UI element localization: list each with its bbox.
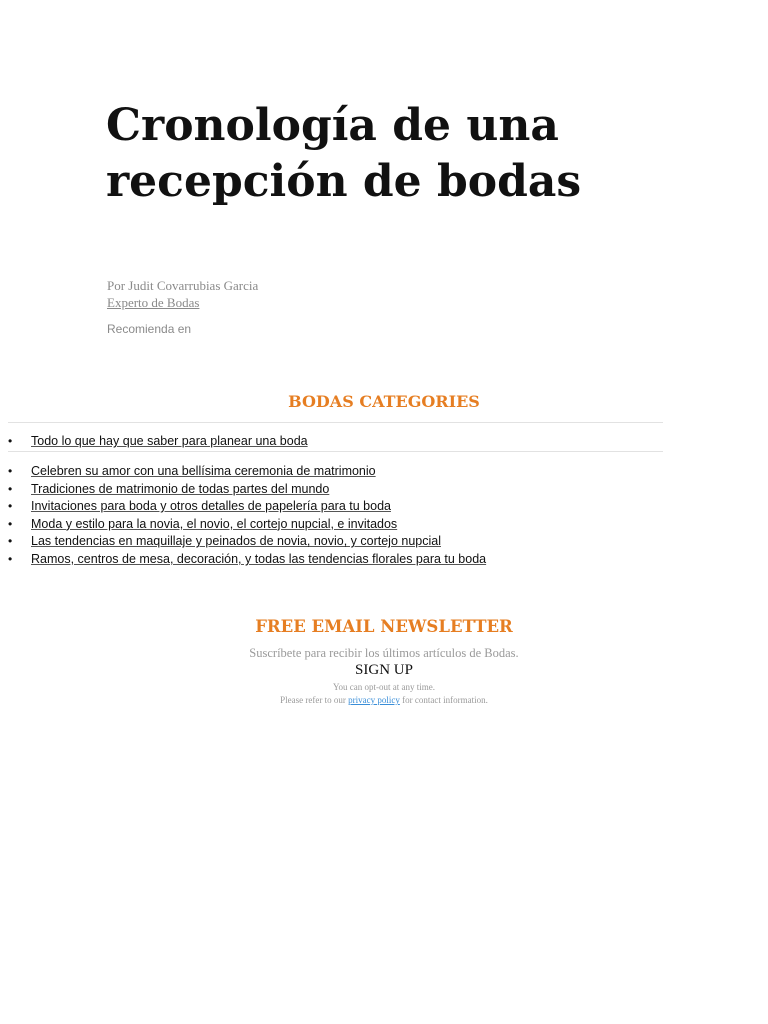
list-item: [0, 463, 486, 481]
divider: [8, 451, 663, 452]
policy-prefix: Please refer to our: [280, 695, 346, 705]
policy-suffix: for contact information.: [402, 695, 488, 705]
list-item: [0, 498, 486, 516]
article-title: Cronología de una recepción de bodas: [106, 100, 582, 207]
divider: [8, 422, 663, 423]
bullet-icon: •: [8, 534, 13, 549]
list-item: [0, 551, 486, 569]
author-name: Por Judit Covarrubias Garcia: [107, 278, 259, 293]
bullet-icon: •: [8, 551, 13, 566]
category-link[interactable]: Ramos, centros de mesa, decoración, y todas las tendencias florales para tu boda: [31, 551, 487, 566]
bullet-icon: •: [8, 481, 13, 496]
category-link[interactable]: Celebren su amor con una bellísima ceremonia de matrimonio: [31, 464, 376, 478]
author-role-link[interactable]: Experto de Bodas: [107, 295, 200, 310]
list-item: [0, 481, 486, 499]
bullet-icon: •: [8, 464, 13, 478]
newsletter-block: [0, 616, 768, 707]
bullet-icon: •: [8, 516, 13, 531]
featured-category-list: [0, 433, 308, 451]
byline: [107, 277, 258, 311]
category-link[interactable]: Tradiciones de matrimonio de todas partes del mundo: [31, 481, 330, 496]
list-item: [0, 516, 486, 534]
bullet-icon: •: [8, 434, 13, 448]
list-item: [0, 533, 486, 551]
newsletter-heading: FREE EMAIL NEWSLETTER: [255, 617, 513, 636]
list-item: [0, 433, 308, 451]
bullet-icon: •: [8, 499, 13, 514]
policy-text: [0, 694, 768, 707]
privacy-policy-link[interactable]: privacy policy: [348, 695, 400, 705]
recommend-label: Recomienda en: [107, 322, 192, 336]
newsletter-subtitle: Suscríbete para recibir los últimos artículos de Bodas.: [249, 646, 519, 660]
category-link[interactable]: Las tendencias en maquillaje y peinados de novia, novio, y cortejo nupcial: [31, 534, 441, 549]
categories-heading: BODAS CATEGORIES: [288, 392, 480, 411]
optout-text: You can opt-out at any time.: [332, 682, 436, 692]
sign-up-button[interactable]: SIGN UP: [355, 662, 413, 678]
category-link-featured[interactable]: Todo lo que hay que saber para planear una boda: [31, 434, 308, 448]
category-list: [0, 463, 486, 569]
category-link[interactable]: Moda y estilo para la novia, el novio, el cortejo nupcial, e invitados: [31, 516, 398, 531]
category-link[interactable]: Invitaciones para boda y otros detalles de papelería para tu boda: [31, 499, 391, 514]
